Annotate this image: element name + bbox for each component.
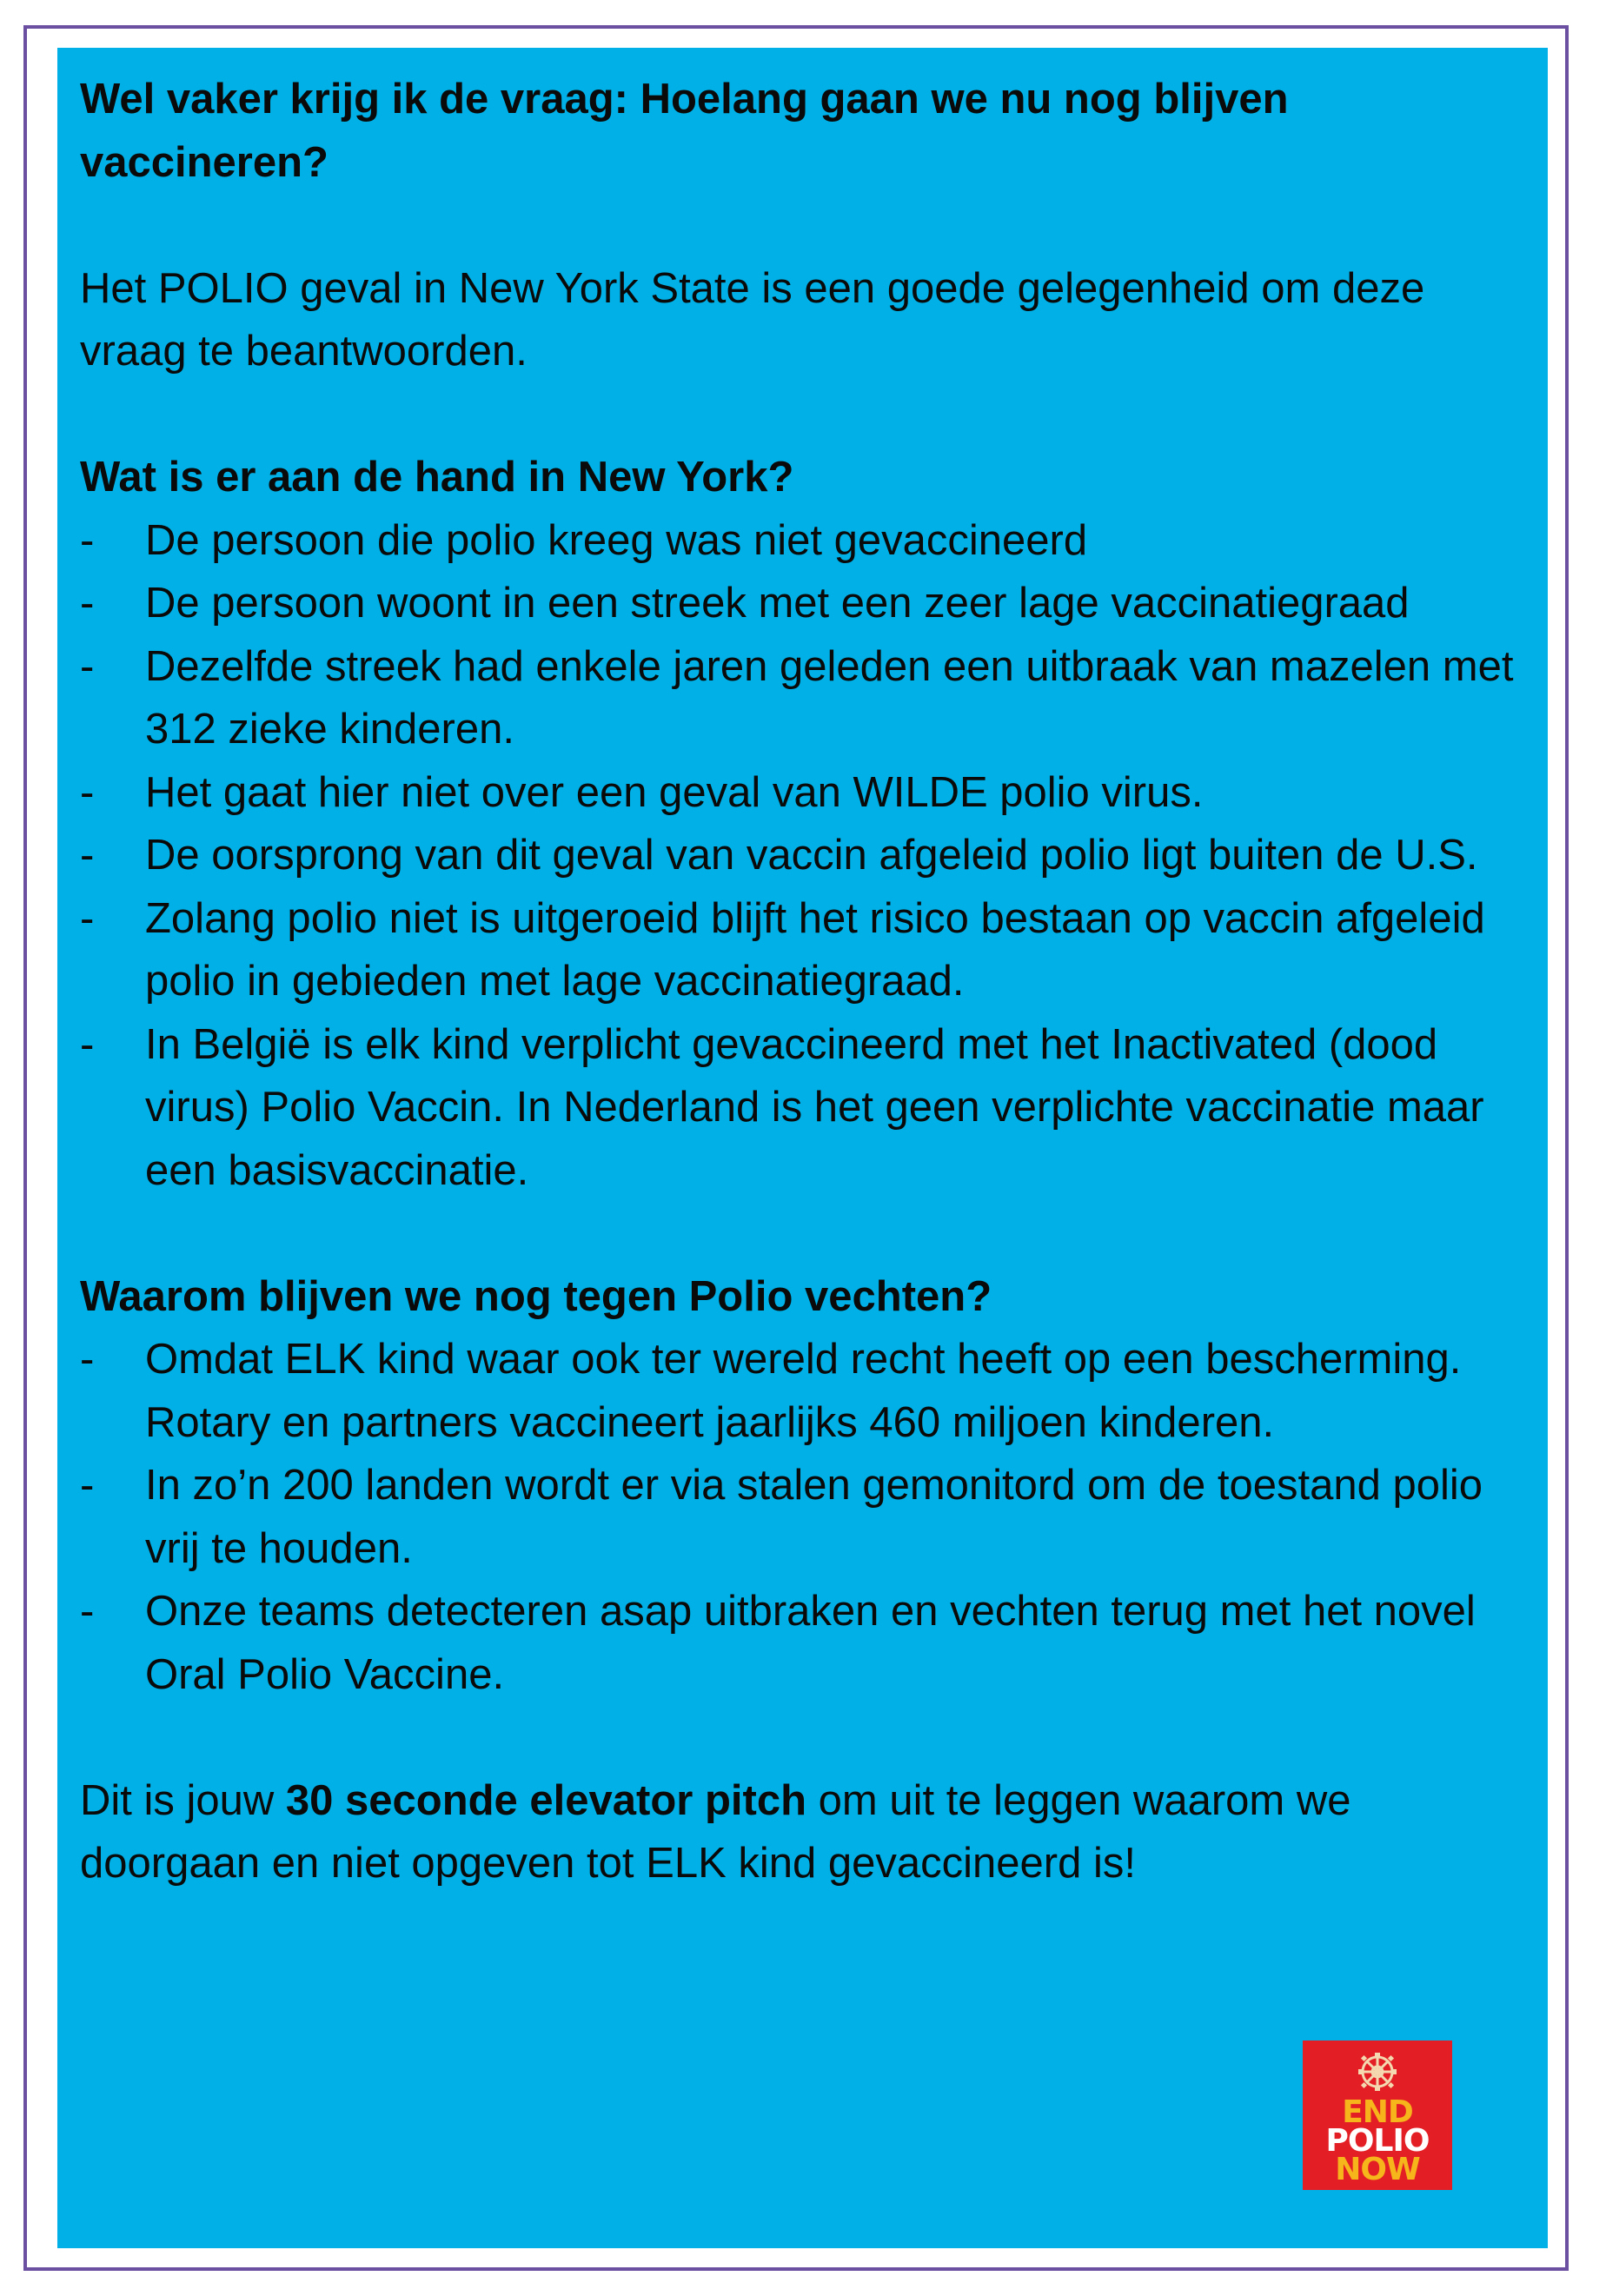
section1-heading: Wat is er aan de hand in New York? xyxy=(80,454,794,501)
bullet-dash: - xyxy=(80,642,95,690)
list-item: - De persoon woont in een streek met een zeer lage vaccinatiegraad xyxy=(80,572,1540,635)
bullet-dash: - xyxy=(80,1462,95,1509)
logo-text-polio: POLIO xyxy=(1325,2123,1430,2159)
list-item: - In zo’n 200 landen wordt er via stalen gemonitord om de toestand polio vrij te houden. xyxy=(80,1454,1540,1580)
bullet-dash: - xyxy=(80,768,95,816)
bullet-dash: - xyxy=(80,832,95,879)
bullet-dash: - xyxy=(80,580,95,627)
list-item: - Het gaat hier niet over een geval van WILDE polio virus. xyxy=(80,761,1540,825)
logo-text-end: END xyxy=(1342,2094,1413,2130)
intro-context: Het POLIO geval in New York State is een goede gelegenheid om deze vraag te beantwoorden. xyxy=(80,264,1425,375)
bullet-dash: - xyxy=(80,1588,95,1635)
section1-list xyxy=(80,509,1540,1203)
list-item: - De persoon die polio kreeg was niet gevaccineerd xyxy=(80,509,1540,573)
intro-question: Wel vaker krijg ik de vraag: Hoelang gaan we nu nog blijven vaccineren? xyxy=(80,76,1289,186)
end-polio-now-logo xyxy=(1303,2041,1452,2190)
rotary-wheel-icon xyxy=(1357,2051,1398,2093)
section2-heading: Waarom blijven we nog tegen Polio vechten? xyxy=(80,1272,992,1320)
list-item: - In België is elk kind verplicht gevaccineerd met het Inactivated (dood virus) Polio Vaccin. In Nederland is het geen verplichte vaccinatie maar een basisvaccinatie. xyxy=(80,1013,1540,1203)
closing-paragraph: Dit is jouw 30 seconde elevator pitch om uit te leggen waarom we doorgaan en niet opgeven tot ELK kind gevaccineerd is! xyxy=(80,1776,1351,1887)
section2-list xyxy=(80,1328,1540,1706)
logo-text-now: NOW xyxy=(1335,2152,1420,2187)
document-body xyxy=(80,68,1540,1895)
bullet-dash: - xyxy=(80,894,95,942)
bullet-dash: - xyxy=(80,1336,95,1383)
bullet-dash: - xyxy=(80,516,95,564)
list-item: - Omdat ELK kind waar ook ter wereld recht heeft op een bescherming. Rotary en partners vaccineert jaarlijks 460 miljoen kinderen. xyxy=(80,1328,1540,1454)
list-item: - De oorsprong van dit geval van vaccin afgeleid polio ligt buiten de U.S. xyxy=(80,824,1540,887)
list-item: - Onze teams detecteren asap uitbraken en vechten terug met het novel Oral Polio Vaccine. xyxy=(80,1580,1540,1706)
bullet-dash: - xyxy=(80,1020,95,1068)
list-item: - Zolang polio niet is uitgeroeid blijft het risico bestaan op vaccin afgeleid polio in gebieden met lage vaccinatiegraad. xyxy=(80,887,1540,1013)
list-item: - Dezelfde streek had enkele jaren geleden een uitbraak van mazelen met 312 zieke kinderen. xyxy=(80,635,1540,761)
elevator-pitch-highlight: 30 seconde elevator pitch xyxy=(285,1776,807,1824)
